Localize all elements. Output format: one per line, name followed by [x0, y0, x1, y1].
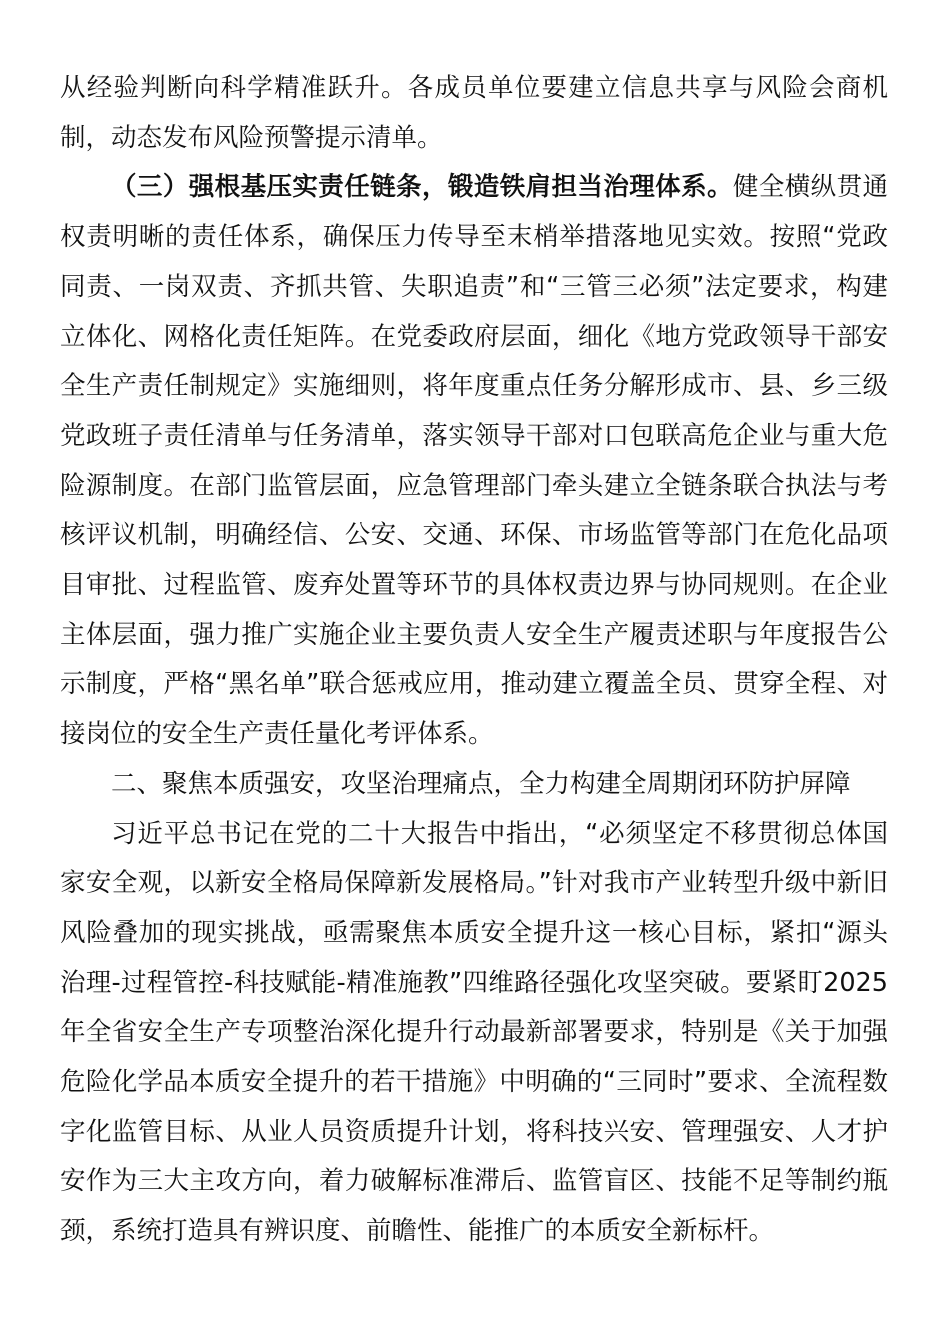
paragraph-section-three	[60, 163, 888, 759]
paragraph-chapter-two-body: 习近平总书记在党的二十大报告中指出，“必须坚定不移贯彻总体国家安全观，以新安全格局保障新发展格局。”针对我市产业转型升级中新旧风险叠加的现实挑战，亟需聚焦本质安全提升这一核心目标，紧扣“源头治理-过程管控-科技赋能-精准施教”四维路径强化攻坚突破。要紧盯2025年全省安全生产专项整治深化提升行动最新部署要求，特别是《关于加强危险化学品本质安全提升的若干措施》中明确的“三同时”要求、全流程数字化监管目标、从业人员资质提升计划，将科技兴安、管理强安、人才护安作为三大主攻方向，着力破解标准滞后、监管盲区、技能不足等制约瓶颈，系统打造具有辨识度、前瞻性、能推广的本质安全新标杆。	[60, 818, 888, 1247]
paragraph-continuation: 从经验判断向科学精准跃升。各成员单位要建立信息共享与风险会商机制，动态发布风险预警提示清单。	[60, 73, 888, 153]
document-body	[60, 64, 888, 1257]
chapter-two-heading: 二、聚焦本质强安，攻坚治理痛点，全力构建全周期闭环防护屏障	[111, 768, 851, 799]
section-three-heading: （三）强根基压实责任链条，锻造铁肩担当治理体系。	[111, 172, 733, 203]
section-three-body: 健全横纵贯通权责明晰的责任体系，确保压力传导至末梢举措落地见实效。按照“党政同责、一岗双责、齐抓共管、失职追责”和“三管三必须”法定要求，构建立体化、网格化责任矩阵。在党委政府层面，细化《地方党政领导干部安全生产责任制规定》实施细则，将年度重点任务分解形成市、县、乡三级党政班子责任清单与任务清单，落实领导干部对口包联高危企业与重大危险源制度。在部门监管层面，应急管理部门牵头建立全链条联合执法与考核评议机制，明确经信、公安、交通、环保、市场监管等部门在危化品项目审批、过程监管、废弃处置等环节的具体权责边界与协同规则。在企业主体层面，强力推广实施企业主要负责人安全生产履责述职与年度报告公示制度，严格“黑名单”联合惩戒应用，推动建立覆盖全员、贯穿全程、对接岗位的安全生产责任量化考评体系。	[60, 172, 888, 750]
